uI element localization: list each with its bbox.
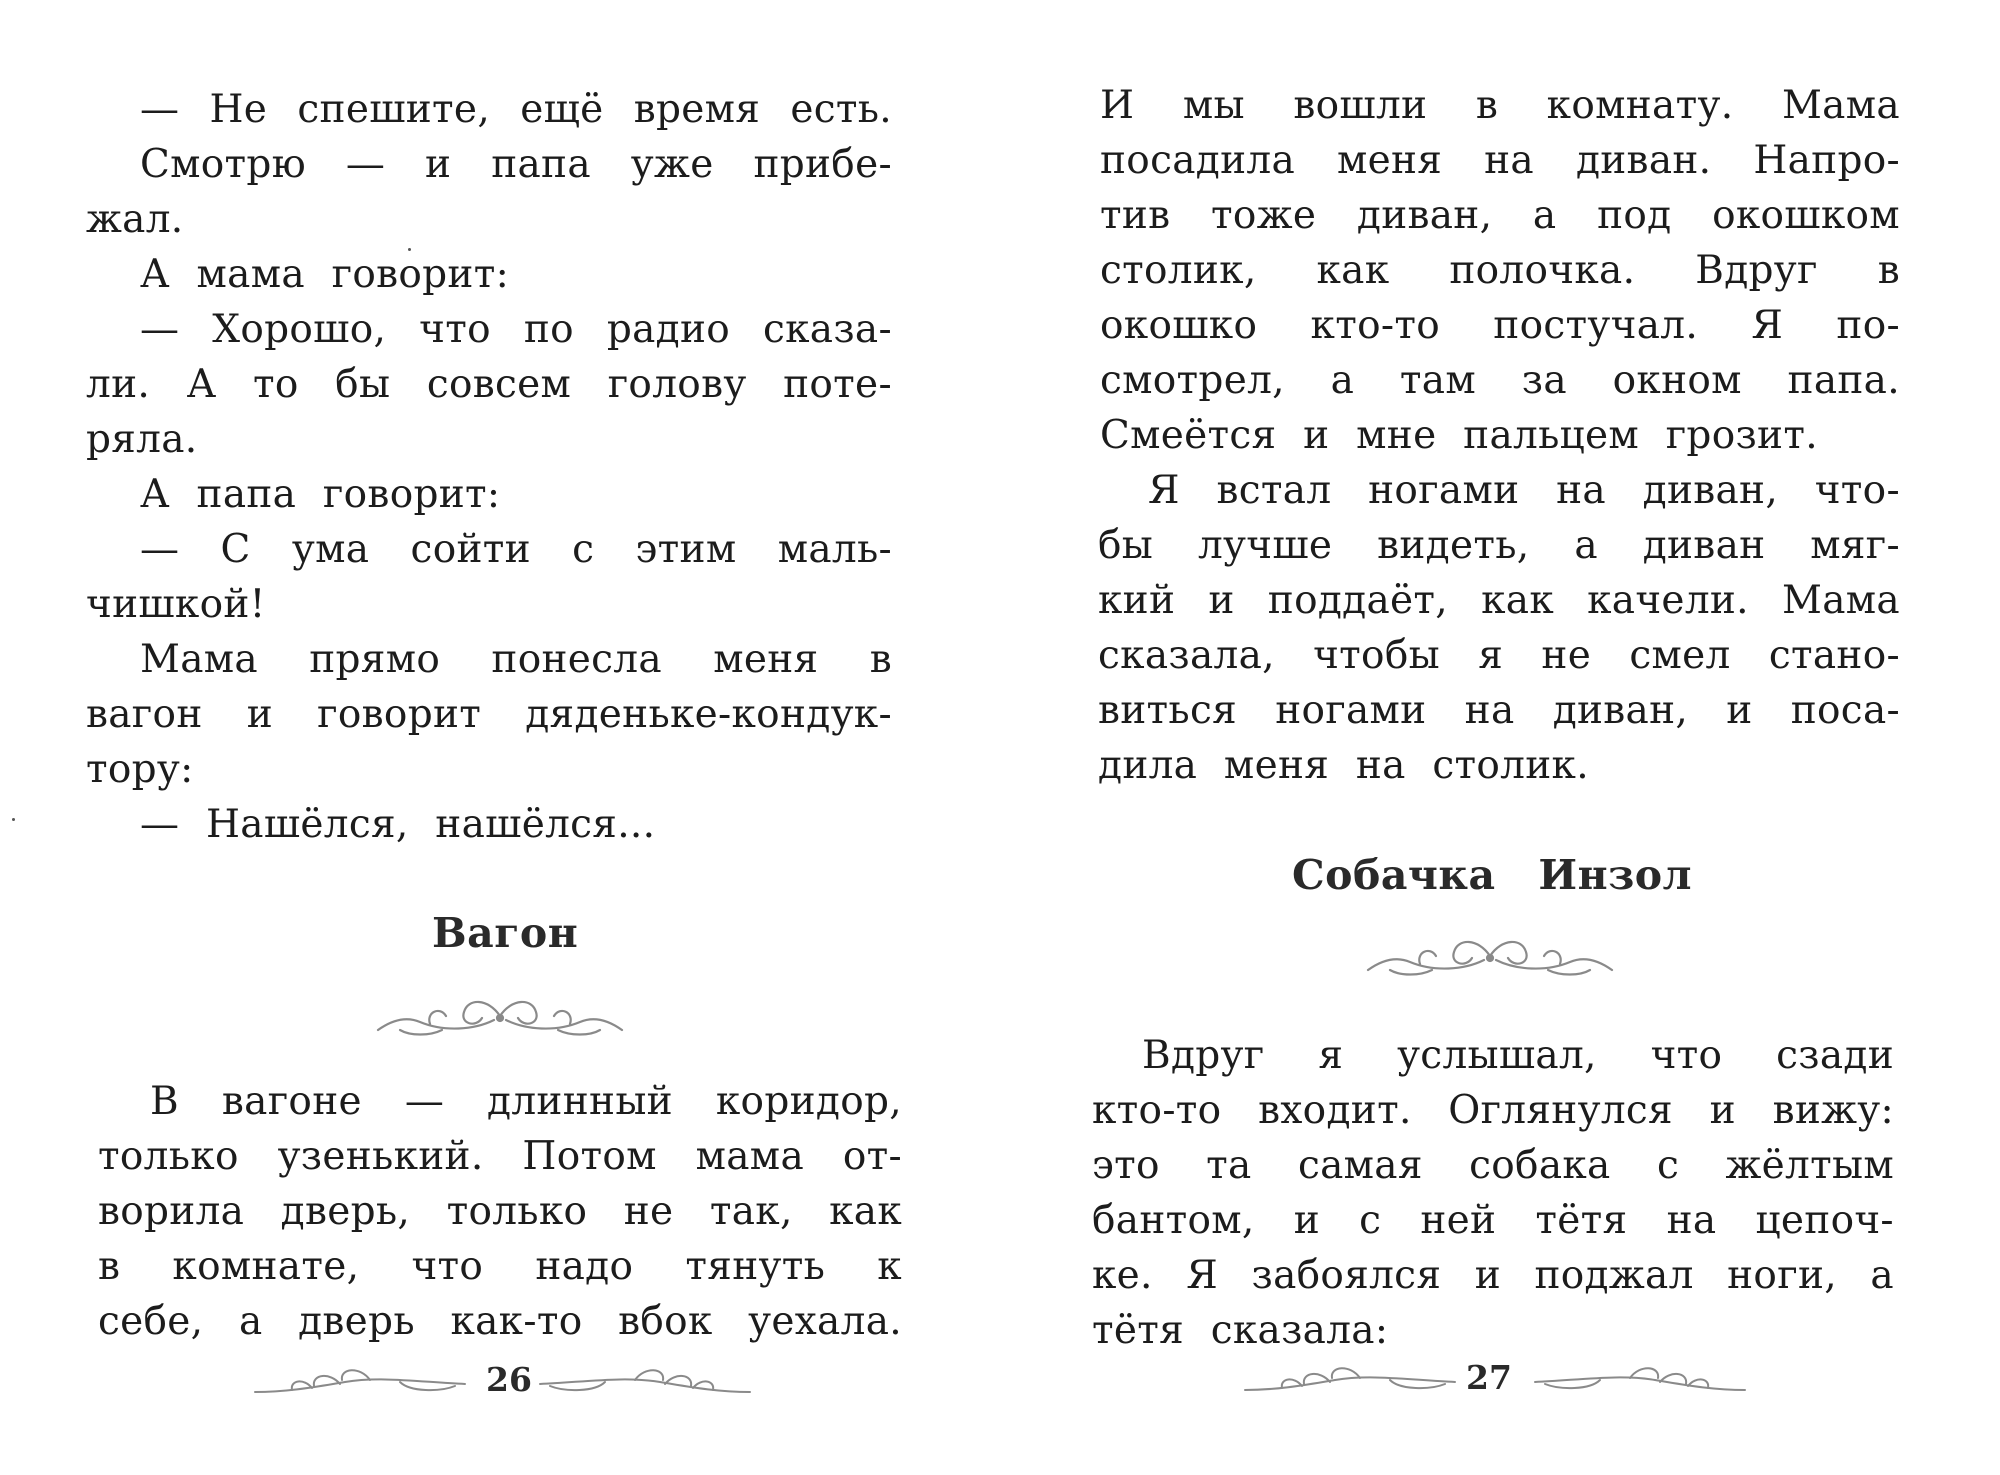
footer-flourish-left-icon <box>250 1362 470 1402</box>
text-line <box>1092 1252 1894 1300</box>
section-heading: Собачка Инзол <box>1292 851 1693 899</box>
word: окном <box>1612 358 1742 403</box>
word: Я <box>1148 468 1180 513</box>
word: себе, <box>98 1299 204 1344</box>
page-number: 27 <box>1466 1358 1512 1397</box>
word: прибе- <box>753 142 892 187</box>
word: чтобы <box>1313 633 1440 678</box>
text-line: ряла. <box>86 417 198 462</box>
word: это <box>1092 1143 1160 1188</box>
word: что <box>411 1244 484 1289</box>
text-line <box>140 636 892 684</box>
word: этим <box>635 527 737 572</box>
word: в <box>1877 248 1900 293</box>
print-speck <box>12 818 15 821</box>
word: то <box>252 362 299 407</box>
word: тянуть <box>685 1244 826 1289</box>
word: постучал. <box>1493 303 1699 348</box>
word: — <box>140 307 180 352</box>
word: А <box>186 362 217 407</box>
word: поджал <box>1534 1253 1694 1298</box>
text-line <box>1092 1087 1894 1135</box>
floral-flourish-icon <box>370 990 630 1046</box>
text-line <box>1098 687 1900 735</box>
word: и <box>425 142 452 187</box>
word: окошком <box>1712 193 1900 238</box>
word: качели. <box>1587 578 1749 623</box>
word: мама <box>695 1134 804 1179</box>
text-line <box>98 1298 902 1346</box>
word: бы <box>335 362 391 407</box>
word: а <box>238 1299 263 1344</box>
word: что- <box>1814 468 1900 513</box>
word: столик, <box>1100 248 1257 293</box>
word: не <box>623 1189 674 1234</box>
word: только <box>446 1189 588 1234</box>
word: ногами <box>1368 468 1520 513</box>
section-heading: Вагон <box>432 909 579 957</box>
word: с <box>572 527 595 572</box>
word: с <box>1656 1143 1680 1188</box>
word: дяденьке-кондук- <box>525 692 892 737</box>
word: полочка. <box>1449 248 1636 293</box>
word: комнату. <box>1546 83 1734 128</box>
word: там <box>1399 358 1476 403</box>
word: посадила <box>1100 138 1296 183</box>
word: как-то <box>450 1299 583 1344</box>
text-line <box>1098 632 1900 680</box>
word: совсем <box>426 362 572 407</box>
print-speck <box>408 248 411 251</box>
text-line: А папа говорит: <box>140 472 501 517</box>
word: длинный <box>487 1079 673 1124</box>
word: что <box>419 307 491 352</box>
word: та <box>1206 1143 1252 1188</box>
text-line: чишкой! <box>86 582 266 627</box>
word: сказала, <box>1098 633 1275 678</box>
word: коридор, <box>715 1079 902 1124</box>
text-line <box>1098 522 1900 570</box>
word: дверь, <box>280 1189 411 1234</box>
word: смотрел, <box>1100 358 1285 403</box>
word: радио <box>606 307 731 352</box>
word: как <box>829 1189 902 1234</box>
word: тив <box>1100 193 1171 238</box>
word: за <box>1521 358 1567 403</box>
word: папа. <box>1787 358 1900 403</box>
word: и <box>1208 578 1235 623</box>
word: сказа- <box>762 307 892 352</box>
word: сзади <box>1776 1033 1894 1078</box>
word: В <box>150 1079 179 1124</box>
word: а <box>1574 523 1598 568</box>
word: Мама <box>1781 83 1900 128</box>
word: в <box>98 1244 121 1289</box>
word: вижу: <box>1772 1088 1894 1133</box>
word: мяг- <box>1810 523 1900 568</box>
word: вагон <box>86 692 203 737</box>
word: Смотрю <box>140 142 306 187</box>
word: под <box>1597 193 1672 238</box>
word: и <box>1474 1253 1501 1298</box>
word: маль- <box>777 527 892 572</box>
text-line <box>1100 192 1900 240</box>
footer-flourish-left-icon <box>1240 1360 1460 1400</box>
word: Вдруг <box>1142 1033 1265 1078</box>
word: меня <box>713 637 819 682</box>
word: голову <box>607 362 747 407</box>
word: на <box>1484 138 1534 183</box>
text-line <box>1100 357 1900 405</box>
word: с <box>1359 1198 1382 1243</box>
word: в <box>1475 83 1499 128</box>
word: ноги, <box>1727 1253 1837 1298</box>
word: поте- <box>783 362 892 407</box>
text-line <box>1098 577 1900 625</box>
word: встал <box>1216 468 1332 513</box>
word: узенький. <box>277 1134 484 1179</box>
word: не <box>1541 633 1592 678</box>
text-line <box>1100 82 1900 130</box>
word: мы <box>1182 83 1245 128</box>
word: на <box>1556 468 1606 513</box>
text-line: дила меня на столик. <box>1098 743 1589 788</box>
word: ума <box>291 527 370 572</box>
word: окошко <box>1100 303 1258 348</box>
text-line <box>86 691 892 739</box>
word: так, <box>709 1189 793 1234</box>
word: Не <box>209 87 268 132</box>
word: и <box>1293 1198 1321 1243</box>
word: Я <box>1186 1253 1219 1298</box>
word: Напро- <box>1753 138 1900 183</box>
text-line <box>140 141 892 189</box>
word: кий <box>1098 578 1176 623</box>
word: меня <box>1336 138 1443 183</box>
text-line <box>86 361 892 409</box>
word: бантом, <box>1092 1198 1255 1243</box>
word: ней <box>1420 1198 1497 1243</box>
word: ещё <box>520 87 604 132</box>
word: как <box>1481 578 1555 623</box>
word: по <box>523 307 574 352</box>
text-line: — Нашёлся, нашёлся... <box>140 802 656 847</box>
word: диван. <box>1575 138 1712 183</box>
word: самая <box>1297 1143 1423 1188</box>
text-line: жал. <box>86 197 184 242</box>
word: С <box>220 527 251 572</box>
word: кто-то <box>1310 303 1440 348</box>
word: есть. <box>790 87 892 132</box>
word: Оглянулся <box>1448 1088 1673 1133</box>
word: виться <box>1098 688 1238 733</box>
word: время <box>633 87 761 132</box>
footer-flourish-right-icon <box>1530 1360 1750 1400</box>
word: только <box>98 1134 239 1179</box>
footer-flourish-right-icon <box>535 1362 755 1402</box>
word: диван, <box>1552 688 1689 733</box>
text-line: тётя сказала: <box>1092 1308 1389 1353</box>
word: Я <box>1751 303 1784 348</box>
word: Мама <box>140 637 258 682</box>
word: — <box>404 1079 445 1124</box>
floral-flourish-icon <box>1360 930 1620 986</box>
word: ке. <box>1092 1253 1153 1298</box>
word: на <box>1666 1198 1717 1243</box>
word: говорит <box>317 692 482 737</box>
word: что <box>1650 1033 1723 1078</box>
word: — <box>345 142 386 187</box>
right-page <box>1000 0 2000 1475</box>
text-line <box>98 1188 902 1236</box>
page-number: 26 <box>486 1360 532 1399</box>
word: на <box>1464 688 1515 733</box>
text-line <box>1092 1197 1894 1245</box>
text-line: тору: <box>86 747 194 792</box>
word: вбок <box>618 1299 713 1344</box>
word: цепоч- <box>1755 1198 1894 1243</box>
word: ли. <box>86 362 151 407</box>
text-line <box>98 1243 902 1291</box>
word: поддаёт, <box>1267 578 1448 623</box>
word: уже <box>630 142 714 187</box>
word: папа <box>491 142 591 187</box>
text-line <box>1100 247 1900 295</box>
word: кто-то <box>1092 1088 1222 1133</box>
word: в <box>869 637 892 682</box>
word: уехала. <box>748 1299 902 1344</box>
word: забоялся <box>1251 1253 1442 1298</box>
word: и <box>1709 1088 1736 1133</box>
word: бы <box>1098 523 1154 568</box>
word: смел <box>1629 633 1731 678</box>
word: диван <box>1642 523 1766 568</box>
word: спешите, <box>297 87 491 132</box>
text-line <box>1142 1032 1894 1080</box>
word: тоже <box>1211 193 1317 238</box>
text-line <box>140 306 892 354</box>
word: а <box>1870 1253 1894 1298</box>
word: лучше <box>1197 523 1333 568</box>
text-line <box>1100 302 1900 350</box>
word: и <box>1726 688 1753 733</box>
word: тётя <box>1535 1198 1628 1243</box>
word: а <box>1330 358 1355 403</box>
word: входит. <box>1258 1088 1412 1133</box>
word: ногами <box>1275 688 1427 733</box>
word: диван, <box>1642 468 1779 513</box>
word: вошли <box>1293 83 1428 128</box>
word: Хорошо, <box>212 307 387 352</box>
word: прямо <box>309 637 441 682</box>
word: дверь <box>298 1299 415 1344</box>
word: и <box>246 692 274 737</box>
word: услышал, <box>1397 1033 1597 1078</box>
word: по- <box>1836 303 1900 348</box>
word: ворила <box>98 1189 245 1234</box>
text-line <box>150 1078 902 1126</box>
word: собака <box>1469 1143 1611 1188</box>
text-line: А мама говорит: <box>140 252 510 297</box>
text-line <box>1100 137 1900 185</box>
word: вагоне <box>221 1079 362 1124</box>
word: И <box>1100 83 1135 128</box>
text-line: Смеётся и мне пальцем грозит. <box>1100 413 1818 458</box>
word: комнате, <box>172 1244 360 1289</box>
word: сойти <box>410 527 531 572</box>
word: — <box>140 87 180 132</box>
word: Вдруг <box>1695 248 1818 293</box>
word: как <box>1316 248 1390 293</box>
word: Потом <box>522 1134 657 1179</box>
text-line <box>1092 1142 1894 1190</box>
word: понесла <box>491 637 662 682</box>
text-line <box>140 86 892 134</box>
word: я <box>1478 633 1504 678</box>
text-line <box>1148 467 1900 515</box>
word: к <box>877 1244 902 1289</box>
word: поса- <box>1790 688 1900 733</box>
word: надо <box>535 1244 634 1289</box>
text-line <box>98 1133 902 1181</box>
word: стано- <box>1768 633 1900 678</box>
word: от- <box>842 1134 902 1179</box>
word: — <box>140 527 180 572</box>
word: жёлтым <box>1725 1143 1894 1188</box>
word: а <box>1532 193 1557 238</box>
word: диван, <box>1356 193 1493 238</box>
word: я <box>1318 1033 1344 1078</box>
word: видеть, <box>1377 523 1530 568</box>
text-line <box>140 526 892 574</box>
word: Мама <box>1782 578 1900 623</box>
